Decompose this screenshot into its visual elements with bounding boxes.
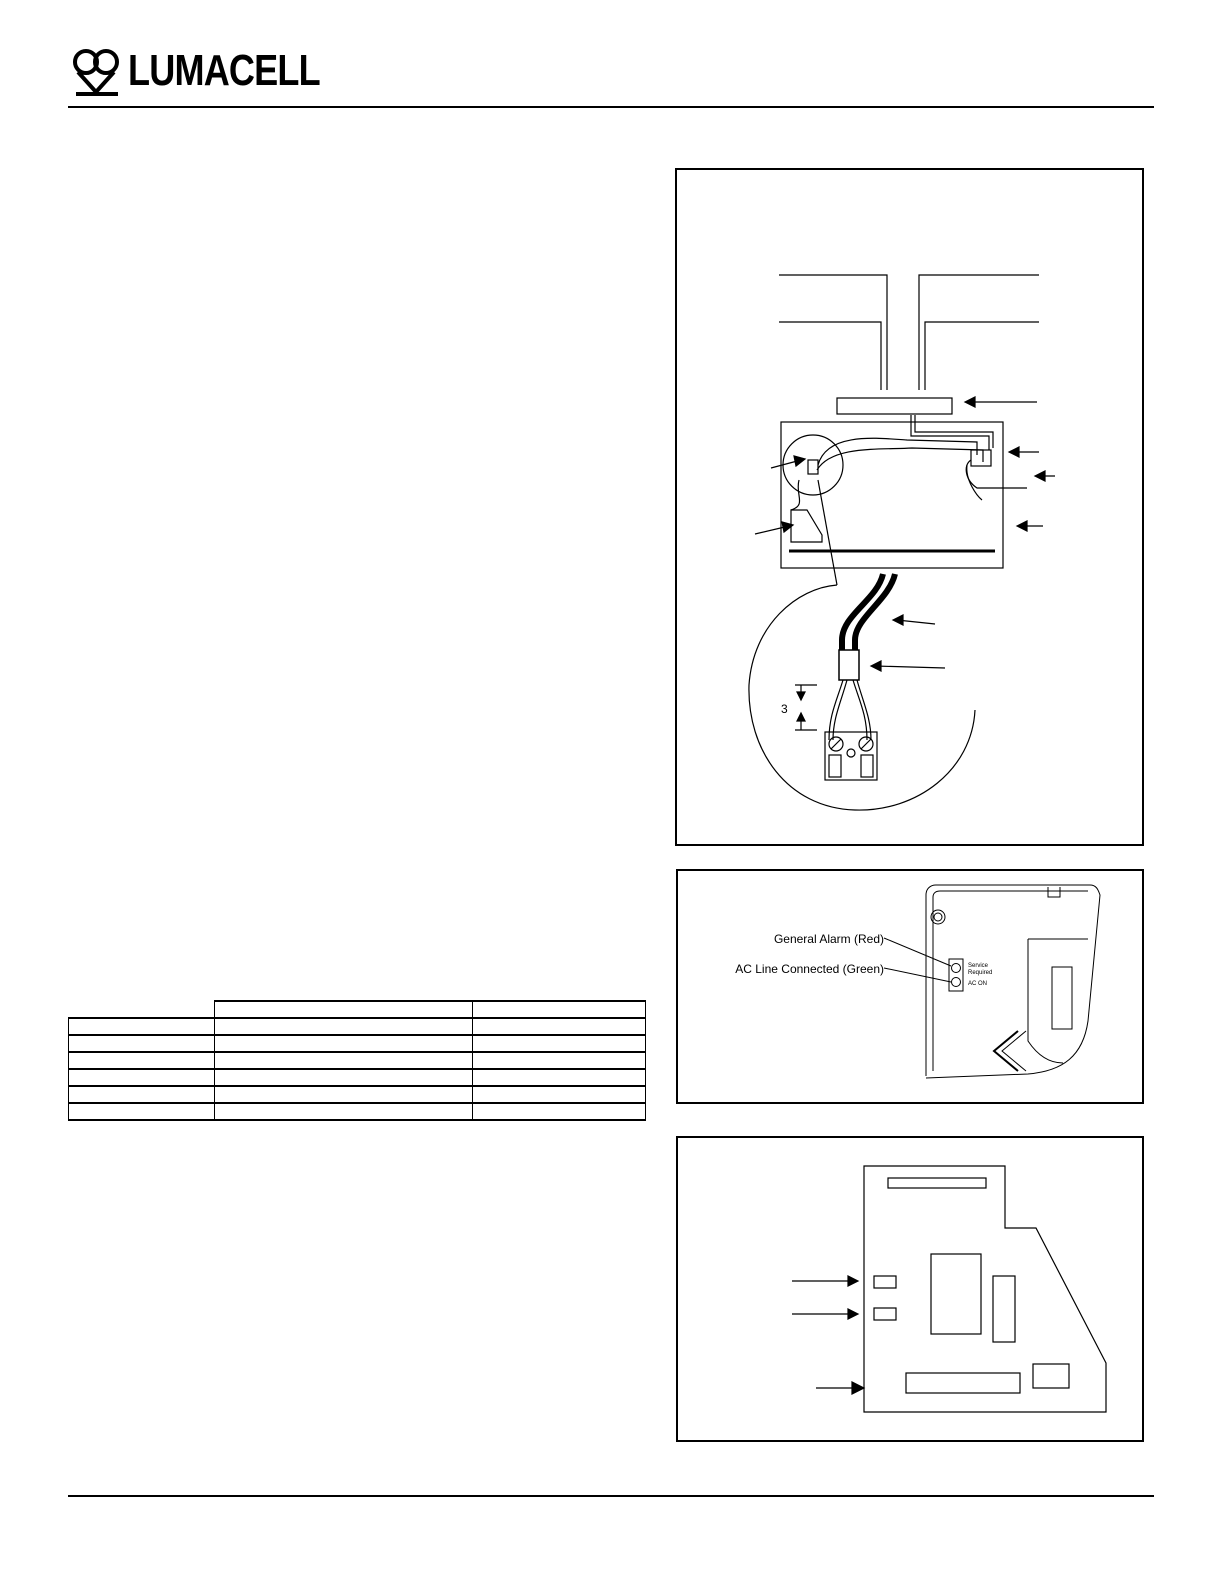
header-rule	[68, 106, 1154, 108]
dimension-label: 3	[781, 702, 788, 716]
table-row	[69, 1052, 646, 1069]
table-cell	[473, 1069, 646, 1086]
table-cell	[214, 1052, 473, 1069]
table-cell	[473, 1052, 646, 1069]
table-cell	[473, 1035, 646, 1052]
table-cell	[473, 1018, 646, 1035]
ac-on-label: AC ON	[968, 981, 988, 987]
lumacell-logo	[70, 44, 320, 98]
table-row	[69, 1103, 646, 1120]
table-cell	[214, 1103, 473, 1120]
table-row	[69, 1035, 646, 1052]
table-cell	[473, 1086, 646, 1103]
general-alarm-label: General Alarm (Red)	[773, 932, 884, 946]
figure-indicator-lights	[676, 869, 1144, 1104]
indicator-lights-drawing	[678, 871, 1146, 1106]
circuit-board-drawing	[678, 1138, 1146, 1444]
table-cell	[69, 1018, 215, 1035]
table-row	[69, 1018, 646, 1035]
table-cell	[473, 1103, 646, 1120]
table-cell	[214, 1069, 473, 1086]
wiring-diagram-drawing	[677, 170, 1146, 848]
table-cell	[69, 1086, 215, 1103]
figure-circuit-board	[676, 1136, 1144, 1442]
table-header-row	[69, 1001, 646, 1018]
table-cell	[69, 1035, 215, 1052]
data-table	[68, 1000, 646, 1121]
table-row	[69, 1086, 646, 1103]
table-cell	[69, 1069, 215, 1086]
table-cell	[69, 1052, 215, 1069]
table-cell	[214, 1086, 473, 1103]
table-header-cell	[473, 1001, 646, 1018]
double-heart-logo-icon	[70, 44, 130, 98]
table-row	[69, 1069, 646, 1086]
table-header-cell	[214, 1001, 473, 1018]
table-cell	[69, 1103, 215, 1120]
table-cell	[214, 1018, 473, 1035]
footer-rule	[68, 1495, 1154, 1497]
table-cell	[214, 1035, 473, 1052]
ac-line-label: AC Line Connected (Green)	[735, 962, 884, 976]
service-required-label: Service Required	[968, 963, 993, 976]
table-header-cell	[69, 1001, 215, 1018]
brand-name: LUMACELL	[128, 46, 320, 95]
figure-wiring-diagram	[675, 168, 1144, 846]
